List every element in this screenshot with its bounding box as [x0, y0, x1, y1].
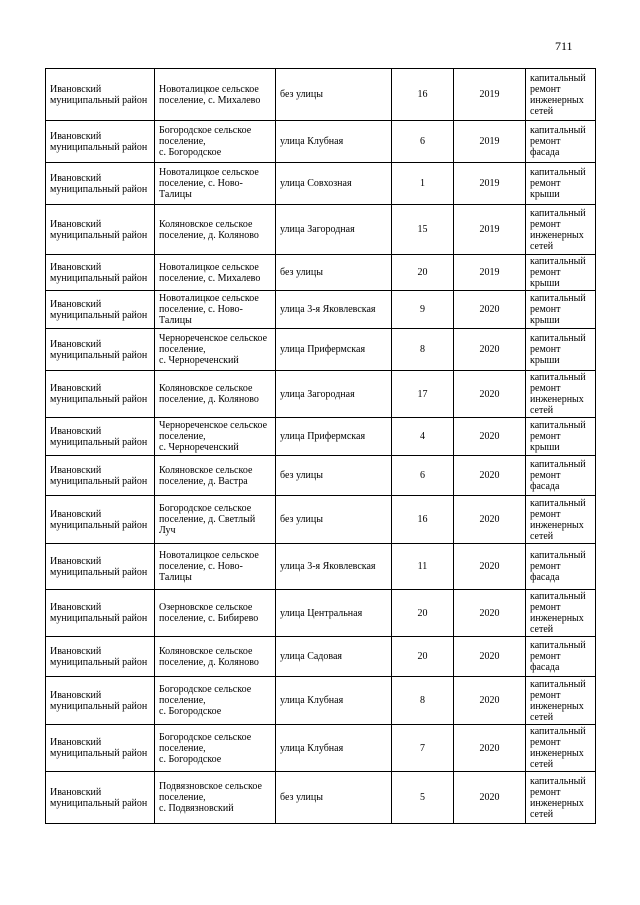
work-type-cell-text: капитальный ремонт инженерных сетей [530, 372, 586, 416]
settlement-cell-text: Коляновское сельское поселение, д. Коляново [159, 383, 259, 405]
table-row [46, 677, 596, 725]
year-cell-text: 2020 [479, 431, 500, 442]
house-number-cell [392, 371, 454, 418]
table-row [46, 637, 596, 677]
table-row [46, 418, 596, 456]
year-cell [454, 590, 526, 637]
work-type-cell [526, 371, 596, 418]
settlement-cell-text: Новоталицкое сельское поселение, с. Михалево [159, 83, 261, 106]
settlement-cell [155, 371, 276, 418]
settlement-cell-text: Новоталицкое сельское поселение, с. Ново-Талицы [159, 293, 259, 326]
street-cell-text: без улицы [280, 470, 323, 481]
work-type-cell [526, 255, 596, 291]
district-cell-text: Ивановский муниципальный район [50, 298, 148, 321]
work-type-cell-text: капитальный ремонт крыши [530, 420, 586, 453]
year-cell [454, 677, 526, 725]
settlement-cell [155, 637, 276, 677]
street-cell [276, 205, 392, 255]
year-cell-text: 2020 [479, 742, 500, 754]
street-cell [276, 291, 392, 329]
house-number-cell [392, 637, 454, 677]
house-number-cell [392, 121, 454, 163]
house-number-cell [392, 418, 454, 456]
settlement-cell-text: Коляновское сельское поселение, д. Коляново [159, 218, 259, 241]
settlement-cell-text: Озерновское сельское поселение, с. Бибирево [159, 602, 259, 624]
work-type-cell [526, 772, 596, 824]
work-type-cell [526, 496, 596, 544]
district-cell [46, 496, 155, 544]
street-cell [276, 637, 392, 677]
district-cell-text: Ивановский муниципальный район [50, 602, 148, 624]
work-type-cell-text: капитальный ремонт крыши [530, 293, 586, 326]
house-number-cell-text: 9 [420, 304, 425, 315]
work-type-cell [526, 163, 596, 205]
settlement-cell [155, 725, 276, 772]
settlement-cell [155, 456, 276, 496]
year-cell [454, 496, 526, 544]
year-cell-text: 2020 [479, 514, 500, 525]
district-cell-text: Ивановский муниципальный район [50, 261, 148, 284]
work-type-cell-text: капитальный ремонт инженерных сетей [530, 726, 586, 770]
work-type-cell-text: капитальный ремонт крыши [530, 256, 586, 289]
year-cell [454, 637, 526, 677]
table-body [46, 69, 596, 824]
house-number-cell-text: 20 [417, 267, 428, 278]
street-cell-text: улица Прифермская [280, 431, 366, 442]
settlement-cell-text: Богородское сельское поселение, с. Богородское [159, 684, 252, 717]
work-type-cell [526, 121, 596, 163]
year-cell [454, 163, 526, 205]
house-number-cell-text: 15 [417, 224, 428, 235]
work-type-cell [526, 544, 596, 590]
year-cell [454, 205, 526, 255]
house-number-cell [392, 456, 454, 496]
work-type-cell [526, 637, 596, 677]
street-cell-text: улица Центральная [280, 607, 363, 619]
street-cell-text: без улицы [280, 89, 323, 100]
settlement-cell [155, 329, 276, 371]
street-cell-text: улица Садовая [280, 651, 343, 662]
street-cell [276, 544, 392, 590]
house-number-cell [392, 69, 454, 121]
house-number-cell [392, 496, 454, 544]
table-row [46, 255, 596, 291]
district-cell [46, 329, 155, 371]
year-cell-text: 2020 [479, 470, 500, 481]
year-cell [454, 291, 526, 329]
year-cell-text: 2019 [479, 178, 500, 189]
district-cell [46, 456, 155, 496]
district-cell [46, 69, 155, 121]
table-row [46, 163, 596, 205]
work-type-cell-text: капитальный ремонт инженерных сетей [530, 775, 586, 820]
settlement-cell-text: Коляновское сельское поселение, д. Коляново [159, 645, 259, 668]
street-cell [276, 418, 392, 456]
year-cell [454, 121, 526, 163]
street-cell [276, 496, 392, 544]
district-cell [46, 205, 155, 255]
house-number-cell-text: 8 [420, 695, 425, 706]
house-number-cell-text: 1 [420, 178, 425, 189]
year-cell-text: 2020 [479, 651, 500, 662]
table-row [46, 291, 596, 329]
year-cell [454, 544, 526, 590]
district-cell [46, 772, 155, 824]
house-number-cell-text: 17 [417, 388, 428, 400]
work-type-cell-text: капитальный ремонт фасада [530, 125, 586, 158]
year-cell-text: 2020 [479, 304, 500, 315]
year-cell [454, 371, 526, 418]
district-cell [46, 163, 155, 205]
settlement-cell-text: Чернореченское сельское поселение, с. Чернореченский [159, 333, 268, 366]
settlement-cell [155, 121, 276, 163]
house-number-cell [392, 772, 454, 824]
street-cell-text: без улицы [280, 792, 323, 803]
year-cell-text: 2020 [479, 344, 500, 355]
work-type-cell [526, 725, 596, 772]
street-cell [276, 329, 392, 371]
street-cell-text: улица Загородная [280, 224, 355, 235]
settlement-cell [155, 590, 276, 637]
year-cell-text: 2020 [479, 695, 500, 706]
settlement-cell-text: Богородское сельское поселение, с. Богородское [159, 125, 252, 158]
settlement-cell [155, 291, 276, 329]
settlement-cell-text: Подвязновское сельское поселение, с. Подвязновский [159, 781, 262, 814]
street-cell-text: улица Клубная [280, 695, 344, 706]
year-cell-text: 2020 [479, 561, 500, 572]
table-row [46, 725, 596, 772]
house-number-cell-text: 8 [420, 344, 425, 355]
settlement-cell [155, 69, 276, 121]
district-cell [46, 371, 155, 418]
house-number-cell-text: 6 [420, 470, 425, 481]
street-cell-text: улица 3-я Яковлевская [280, 561, 376, 572]
street-cell [276, 456, 392, 496]
table-row [46, 371, 596, 418]
table-row [46, 121, 596, 163]
house-number-cell [392, 329, 454, 371]
housing-repair-table [45, 68, 596, 824]
district-cell [46, 544, 155, 590]
house-number-cell [392, 590, 454, 637]
street-cell-text: улица Клубная [280, 742, 344, 754]
work-type-cell [526, 205, 596, 255]
table-row [46, 456, 596, 496]
work-type-cell [526, 418, 596, 456]
district-cell-text: Ивановский муниципальный район [50, 130, 148, 153]
year-cell-text: 2019 [479, 267, 500, 278]
district-cell [46, 725, 155, 772]
street-cell [276, 371, 392, 418]
table-row [46, 69, 596, 121]
settlement-cell [155, 255, 276, 291]
settlement-cell [155, 163, 276, 205]
table-row [46, 590, 596, 637]
work-type-cell-text: капитальный ремонт инженерных сетей [530, 72, 586, 117]
house-number-cell-text: 16 [417, 89, 428, 100]
year-cell-text: 2020 [479, 388, 500, 400]
district-cell-text: Ивановский муниципальный район [50, 737, 148, 759]
settlement-cell-text: Коляновское сельское поселение, д. Вастра [159, 464, 253, 487]
house-number-cell-text: 7 [420, 742, 425, 754]
street-cell-text: улица Клубная [280, 136, 344, 147]
year-cell [454, 772, 526, 824]
work-type-cell [526, 456, 596, 496]
year-cell-text: 2019 [479, 224, 500, 235]
district-cell [46, 255, 155, 291]
settlement-cell-text: Новоталицкое сельское поселение, с. Ново-Талицы [159, 167, 259, 200]
table-row [46, 544, 596, 590]
house-number-cell-text: 11 [417, 561, 428, 572]
street-cell [276, 772, 392, 824]
house-number-cell [392, 163, 454, 205]
year-cell-text: 2019 [479, 136, 500, 147]
work-type-cell-text: капитальный ремонт фасада [530, 640, 586, 673]
settlement-cell [155, 772, 276, 824]
work-type-cell-text: капитальный ремонт фасада [530, 550, 586, 583]
street-cell-text: улица Совхозная [280, 178, 352, 189]
district-cell-text: Ивановский муниципальный район [50, 383, 148, 405]
district-cell [46, 121, 155, 163]
district-cell-text: Ивановский муниципальный район [50, 689, 148, 712]
year-cell [454, 418, 526, 456]
house-number-cell [392, 291, 454, 329]
work-type-cell-text: капитальный ремонт инженерных сетей [530, 207, 586, 252]
settlement-cell [155, 544, 276, 590]
year-cell [454, 255, 526, 291]
work-type-cell-text: капитальный ремонт крыши [530, 167, 586, 200]
settlement-cell-text: Новоталицкое сельское поселение, с. Михалево [159, 261, 261, 284]
street-cell [276, 677, 392, 725]
settlement-cell-text: Богородское сельское поселение, с. Богородское [159, 731, 252, 765]
district-cell [46, 677, 155, 725]
work-type-cell-text: капитальный ремонт инженерных сетей [530, 591, 586, 635]
work-type-cell-text: капитальный ремонт инженерных сетей [530, 497, 586, 542]
district-cell-text: Ивановский муниципальный район [50, 508, 148, 531]
house-number-cell-text: 20 [417, 651, 428, 662]
street-cell [276, 725, 392, 772]
table-row [46, 496, 596, 544]
district-cell-text: Ивановский муниципальный район [50, 338, 148, 361]
work-type-cell [526, 291, 596, 329]
page-number: 711 [555, 39, 573, 53]
table-row [46, 329, 596, 371]
table-row [46, 772, 596, 824]
district-cell-text: Ивановский муниципальный район [50, 645, 148, 668]
year-cell-text: 2020 [479, 607, 500, 619]
work-type-cell [526, 69, 596, 121]
year-cell-text: 2020 [479, 792, 500, 803]
year-cell [454, 456, 526, 496]
work-type-cell [526, 677, 596, 725]
year-cell [454, 69, 526, 121]
settlement-cell-text: Богородское сельское поселение, д. Светлый Луч [159, 503, 256, 536]
settlement-cell-text: Новоталицкое сельское поселение, с. Ново-Талицы [159, 550, 259, 583]
work-type-cell-text: капитальный ремонт инженерных сетей [530, 678, 586, 723]
house-number-cell-text: 4 [420, 431, 425, 442]
district-cell-text: Ивановский муниципальный район [50, 555, 148, 578]
district-cell [46, 590, 155, 637]
street-cell-text: улица Загородная [280, 388, 355, 400]
street-cell [276, 121, 392, 163]
district-cell-text: Ивановский муниципальный район [50, 786, 148, 809]
work-type-cell [526, 590, 596, 637]
work-type-cell-text: капитальный ремонт крыши [530, 333, 586, 366]
district-cell [46, 637, 155, 677]
house-number-cell-text: 16 [417, 514, 428, 525]
house-number-cell [392, 255, 454, 291]
house-number-cell [392, 544, 454, 590]
house-number-cell-text: 20 [417, 607, 428, 619]
district-cell-text: Ивановский муниципальный район [50, 218, 148, 241]
district-cell [46, 418, 155, 456]
street-cell [276, 590, 392, 637]
house-number-cell-text: 6 [420, 136, 425, 147]
street-cell [276, 69, 392, 121]
settlement-cell [155, 496, 276, 544]
work-type-cell-text: капитальный ремонт фасада [530, 459, 586, 492]
settlement-cell-text: Чернореченское сельское поселение, с. Чернореченский [159, 420, 268, 453]
district-cell-text: Ивановский муниципальный район [50, 425, 148, 448]
street-cell-text: улица Прифермская [280, 344, 366, 355]
district-cell-text: Ивановский муниципальный район [50, 464, 148, 487]
district-cell-text: Ивановский муниципальный район [50, 83, 148, 106]
settlement-cell [155, 205, 276, 255]
year-cell-text: 2019 [479, 89, 500, 100]
house-number-cell [392, 725, 454, 772]
street-cell [276, 163, 392, 205]
district-cell-text: Ивановский муниципальный район [50, 172, 148, 195]
house-number-cell [392, 677, 454, 725]
house-number-cell-text: 5 [420, 792, 425, 803]
house-number-cell [392, 205, 454, 255]
settlement-cell [155, 418, 276, 456]
street-cell-text: улица 3-я Яковлевская [280, 304, 376, 315]
year-cell [454, 725, 526, 772]
work-type-cell [526, 329, 596, 371]
table-row [46, 205, 596, 255]
street-cell [276, 255, 392, 291]
year-cell [454, 329, 526, 371]
street-cell-text: без улицы [280, 514, 323, 525]
settlement-cell [155, 677, 276, 725]
district-cell [46, 291, 155, 329]
street-cell-text: без улицы [280, 267, 323, 278]
